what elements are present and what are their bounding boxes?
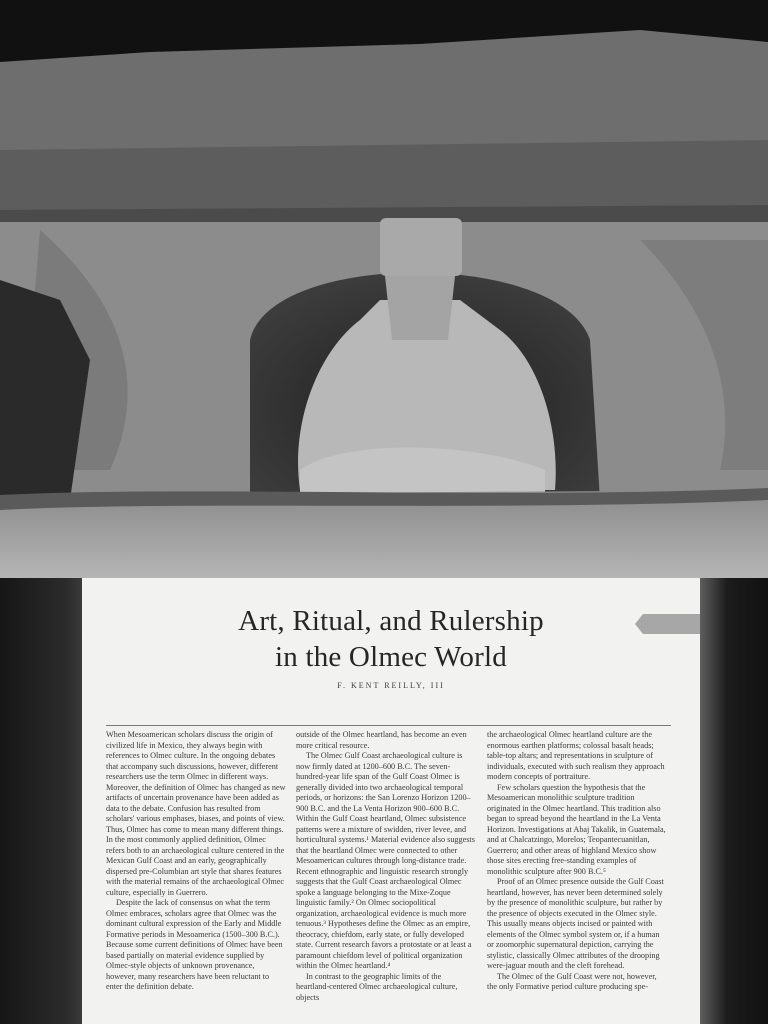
paragraph: When Mesoamerican scholars discuss the origin of civilized life in Mexico, they always begin with references to Olmec culture. In the ongoing debates that accompany such discussions, however, different researchers use the term Olmec in different ways. Moreover, the definition of Olmec has changed as new artifacts of uncertain provenance have been added as data to the debate. Confusion has resulted from scholars' various emphases, biases, and points of view. Thus, Olmec has come to mean many different things. In the most commonly applied definition, Olmec refers both to an archaeological culture centered in the Mexican Gulf Coast and an early, geographically dispersed pre-Columbian art style that shares features with the material remains of the archaeological Olmec culture, especially in Guerrero. [106,730,286,897]
paragraph: In contrast to the geographic limits of the heartland-centered Olmec archaeological culture, objects [296,971,458,1002]
paragraph: outside of the Olmec heartland, has become an even more critical resource. [296,730,467,750]
author-byline: F. KENT REILLY, III [337,681,445,690]
page-right-shadow [700,578,768,1024]
text-column-1 [106,730,286,993]
page-left-shadow [0,578,82,1024]
text-column-3 [487,730,667,993]
paragraph: The Olmec of the Gulf Coast were not, however, the only Formative period culture producing spe- [487,971,657,991]
paragraph: Proof of an Olmec presence outside the Gulf Coast heartland, however, has never been determined solely by the presence of monolithic sculpture, but rather by the presence of objects executed in the Olmec style. This usually means objects incised or painted with elements of the Olmec symbol system or, if a human or zoomorphic supernatural depiction, carrying the stylistic, classically Olmec attributes of the drooping were-jaguar mouth and the cleft forehead. [487,877,664,970]
text-column-2 [296,730,476,1003]
title-line-1: Art, Ritual, and Rulership [238,605,544,637]
header-rule [106,725,671,726]
title-line-2: in the Olmec World [275,641,507,673]
book-page [82,578,700,1024]
paragraph: Few scholars question the hypothesis that the Mesoamerican monolithic sculpture tradition originated in the Olmec heartland. This tradition also began to spread beyond the heartland in the La Venta Horizon. Investigations at Abaj Takalik, in Guatemala, and at Chalcatzingo, Morelos; Teopantecuanitlan, Guerrero; and other areas of highland Mexico show those sites erecting free-standing examples of monolithic sculpture after 900 B.C.⁵ [487,782,666,876]
paragraph: The Olmec Gulf Coast archaeological culture is now firmly dated at 1200–600 B.C. The seven-hundred-year life span of the Gulf Coast Olmec is generally divided into two archaeological temporal periods, or horizons: the San Lorenzo Horizon 1200–900 B.C. and the La Venta Horizon 900–600 B.C. Within the Gulf Coast heartland, Olmec subsistence patterns were a mixture of swidden, river levee, and horticultural systems.¹ Material evidence also suggests that the heartland Olmec were connected to other Mesoamerican cultures through long-distance trade. Recent ethnographic and linguistic research strongly suggests that the Gulf Coast archaeological Olmec spoke a language belonging to the Mixe-Zoque linguistic family.² On Olmec sociopolitical organization, archaeological evidence is much more tenuous.³ Hypotheses define the Olmec as an empire, theocracy, chiefdom, early state, or fully developed state. Current research favors a protostate or at least a paramount chiefdom level of political organization within the Olmec heartland.⁴ [296,751,475,970]
paragraph: the archaeological Olmec heartland culture are the enormous earthen platforms; colossal basalt heads; table-top altars; and representations in sculpture of individuals, executed with such realism they approach modern concepts of portraiture. [487,730,665,781]
paragraph: Despite the lack of consensus on what the term Olmec embraces, scholars agree that Olmec was the dominant cultural expression of the Early and Middle Formative periods in Mesoamerica (1500–300 B.C.). Because some current definitions of Olmec have been based partially on material evidence supplied by Olmec-style objects of unknown provenance, however, many researchers have been reluctant to enter the definition debate. [106,898,283,991]
